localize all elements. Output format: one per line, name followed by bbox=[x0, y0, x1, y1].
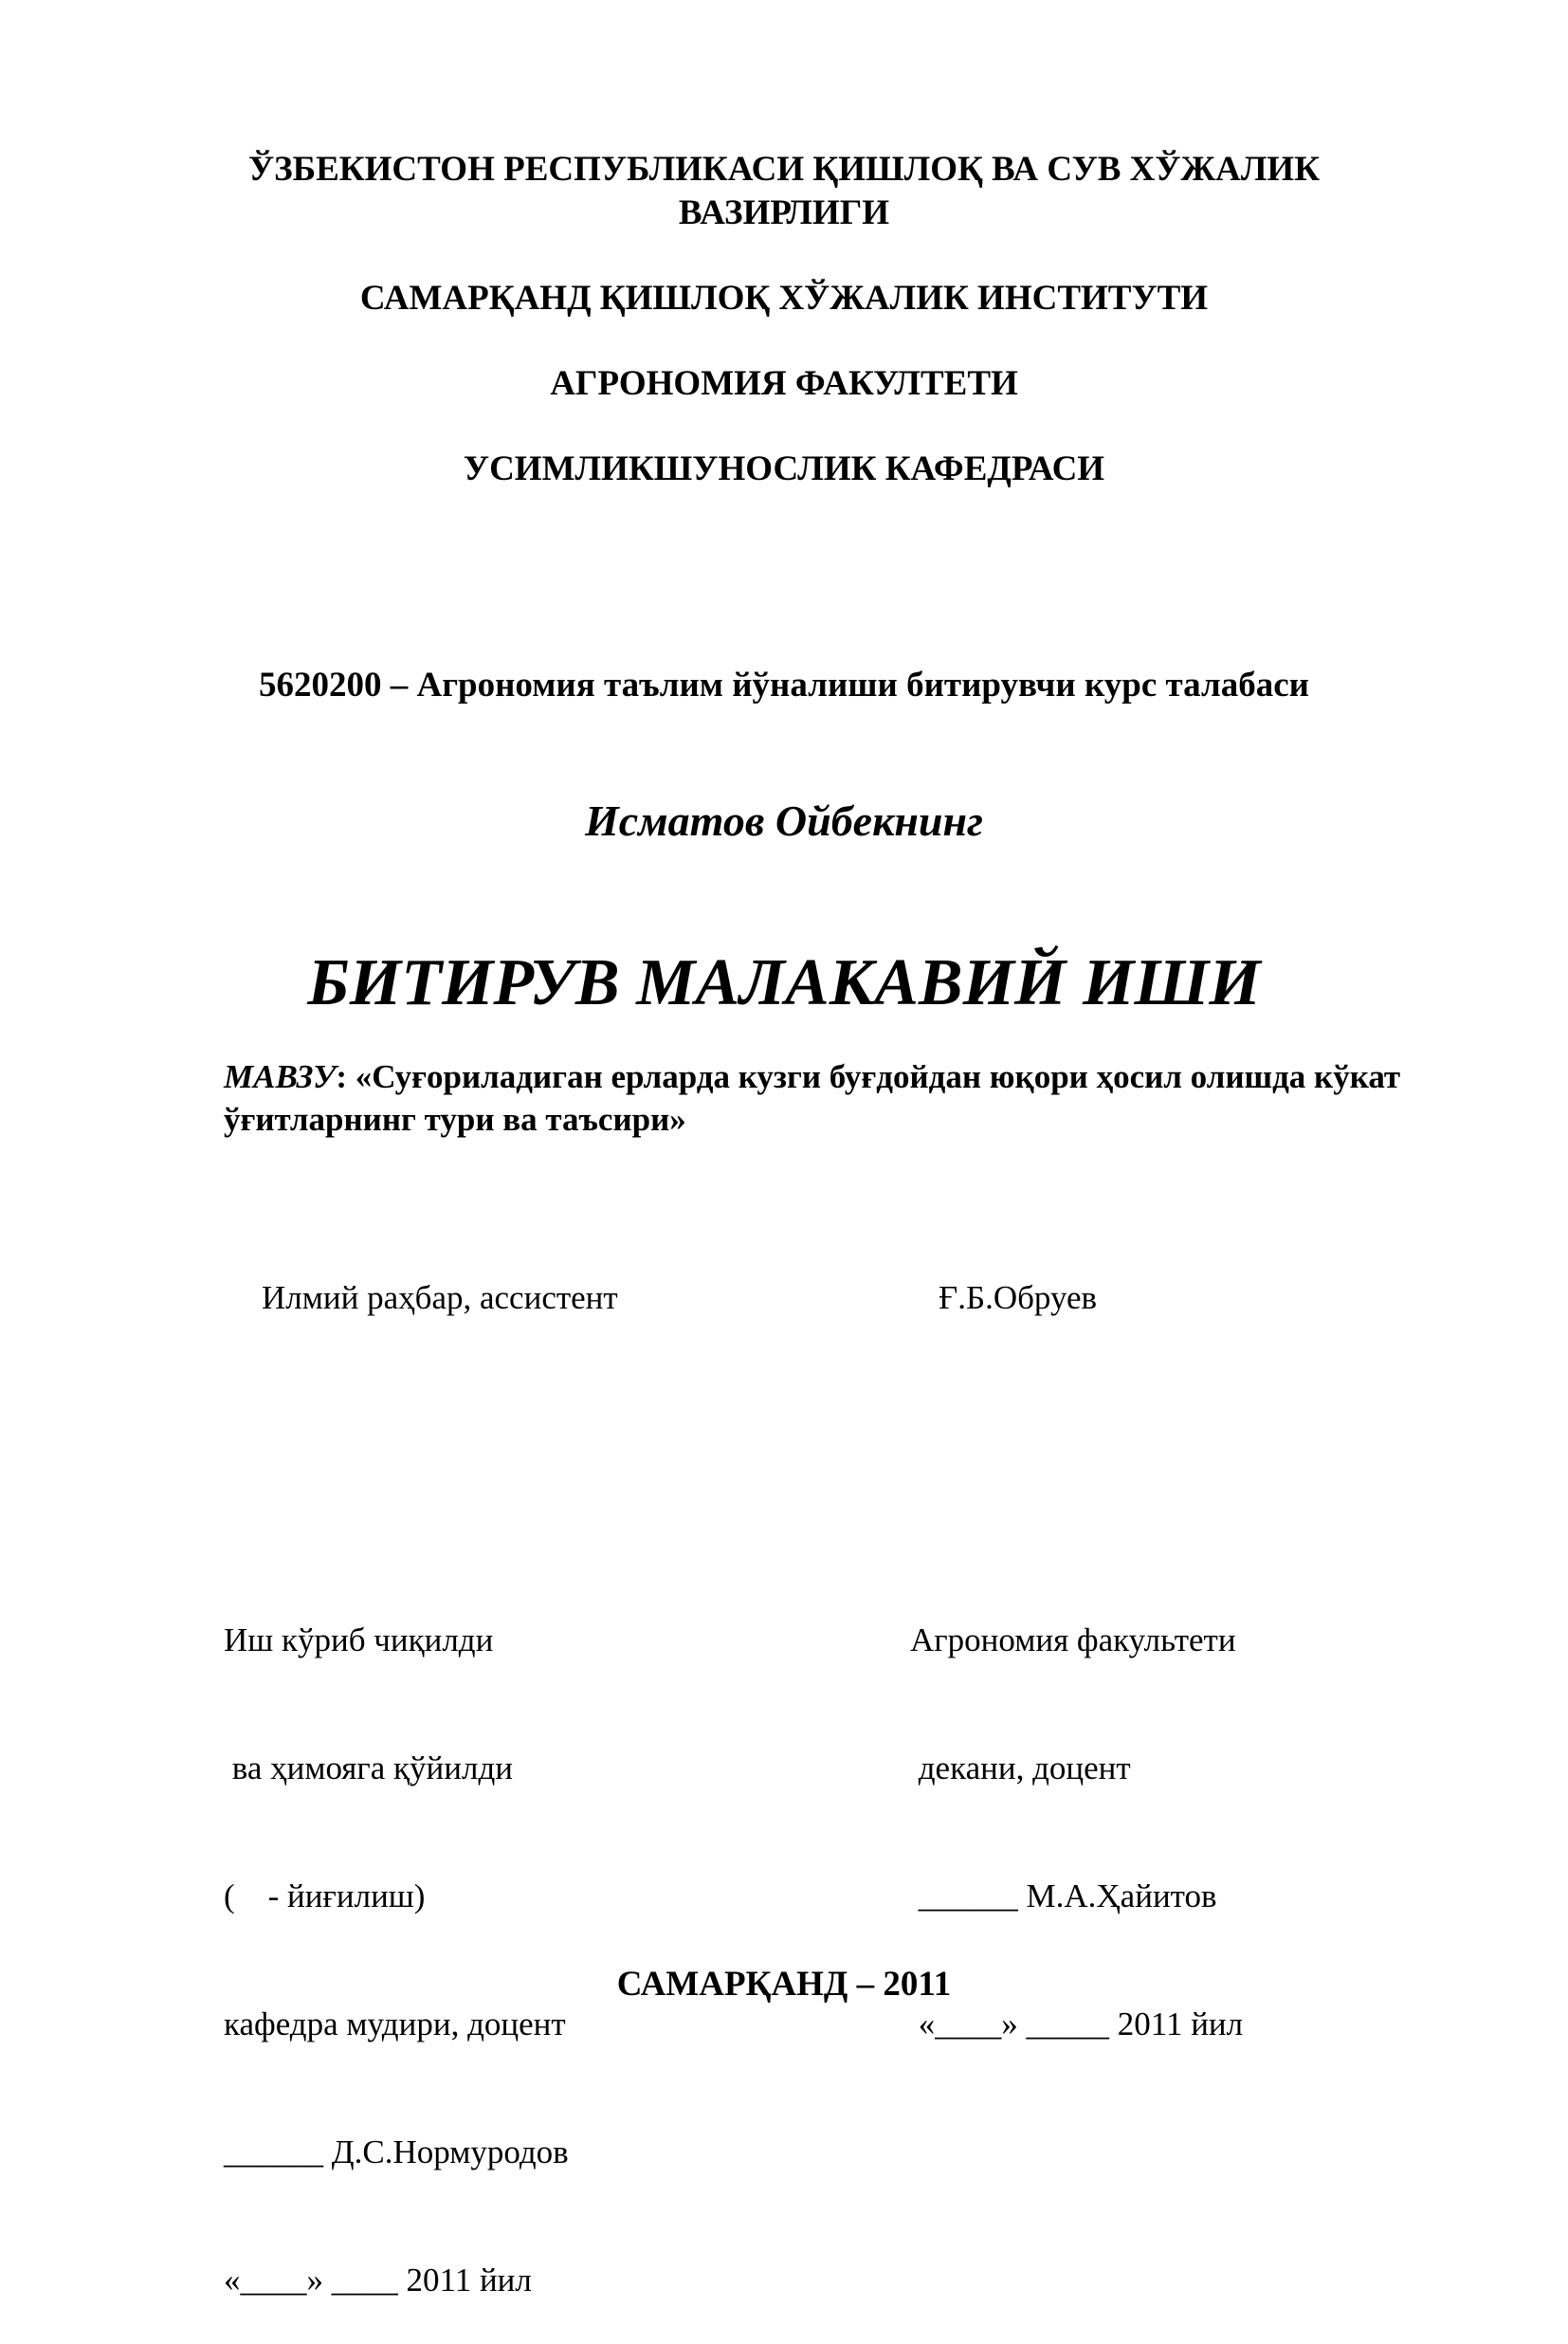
approval-left-block bbox=[224, 1533, 569, 2344]
advisor-name: Ғ.Б.Обруев bbox=[939, 1279, 1098, 1316]
city-year: САМАРҚАНД – 2011 bbox=[616, 1965, 952, 2004]
student-name: Исматов Ойбекнинг bbox=[584, 797, 984, 845]
faculty-name: АГРОНОМИЯ ФАКУЛТЕТИ bbox=[550, 364, 1018, 403]
topic-text: : «Суғориладиган ерларда кузги буғдойдан юқори ҳосил олишда кўкат ўғитларнинг тури ва таъсири» bbox=[224, 1058, 1401, 1138]
approval-left-line-3: ( - йиғилиш) bbox=[224, 1877, 426, 1914]
ministry-line-1: ЎЗБЕКИСТОН РЕСПУБЛИКАСИ ҚИШЛОҚ ВА СУВ ХЎЖАЛИК bbox=[247, 150, 1321, 189]
approval-left-line-6: «____» ____ 2011 йил bbox=[224, 2262, 532, 2298]
advisor-role: Илмий раҳбар, ассистент bbox=[262, 1279, 618, 1316]
approval-left-line-1: Иш кўриб чиқилди bbox=[224, 1621, 494, 1658]
ministry-line-2: ВАЗИРЛИГИ bbox=[678, 193, 890, 232]
approval-right-line-2: декани, доцент bbox=[910, 1749, 1131, 1786]
topic-label: МАВЗУ bbox=[224, 1058, 337, 1095]
program-line: 5620200 – Агрономия таълим йўналиши битирувчи курс талабаси bbox=[259, 666, 1309, 705]
approval-left-line-2: ва ҳимояга қўйилди bbox=[224, 1749, 514, 1786]
approval-left-line-5: ______ Д.С.Нормуродов bbox=[224, 2133, 569, 2170]
department-name: УСИМЛИКШУНОСЛИК КАФЕДРАСИ bbox=[463, 449, 1105, 488]
approval-right-line-4: «____» _____ 2011 йил bbox=[910, 2005, 1244, 2042]
approval-right-line-1: Агрономия факультети bbox=[910, 1621, 1236, 1658]
institute-name: САМАРҚАНД ҚИШЛОҚ ХЎЖАЛИК ИНСТИТУТИ bbox=[359, 279, 1209, 318]
approval-left-line-4: кафедра мудири, доцент bbox=[224, 2005, 566, 2042]
topic-paragraph bbox=[224, 1055, 1456, 1141]
work-title: БИТИРУВ МАЛАКАВИЙ ИШИ bbox=[307, 946, 1261, 1019]
approval-right-line-3: ______ М.А.Ҳайитов bbox=[910, 1877, 1217, 1914]
